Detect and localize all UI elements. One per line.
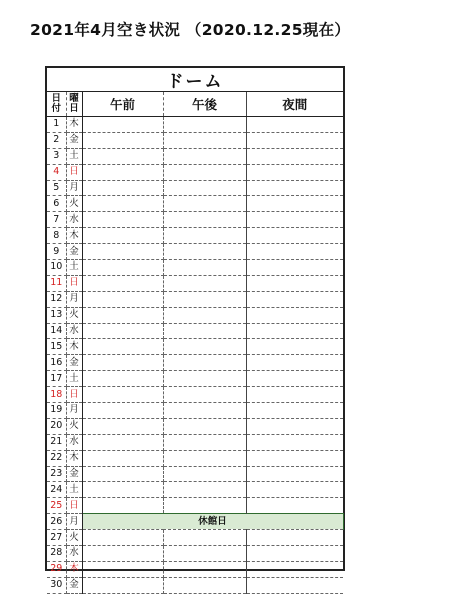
morning-slot [82,180,163,196]
day-number: 14 [47,323,66,339]
closed-day-cell: 休館日 [82,514,343,530]
evening-slot [246,228,343,244]
afternoon-slot [163,339,246,355]
afternoon-slot [163,403,246,419]
weekday: 月 [66,403,82,419]
day-number: 2 [47,132,66,148]
table-row [47,180,343,196]
evening-slot [246,530,343,546]
table-row [47,291,343,307]
afternoon-slot [163,260,246,276]
evening-slot [246,577,343,593]
day-number: 13 [47,307,66,323]
evening-slot [246,244,343,260]
weekday: 日 [66,498,82,514]
header-weekday-label: 曜 日 [69,93,79,114]
morning-slot [82,275,163,291]
weekday: 土 [66,260,82,276]
table-row [47,450,343,466]
afternoon-slot [163,228,246,244]
facility-name: ドーム [47,68,343,92]
table-row [47,530,343,546]
table-row [47,514,343,530]
day-number: 8 [47,228,66,244]
day-number: 24 [47,482,66,498]
day-number: 20 [47,418,66,434]
afternoon-slot [163,387,246,403]
table-row [47,339,343,355]
day-number: 26 [47,514,66,530]
weekday: 金 [66,577,82,593]
evening-slot [246,132,343,148]
morning-slot [82,498,163,514]
morning-slot [82,577,163,593]
morning-slot [82,371,163,387]
page-title: 2021年4月空き状況 （2020.12.25現在） [30,21,351,39]
table-row [47,434,343,450]
afternoon-slot [163,291,246,307]
afternoon-slot [163,148,246,164]
header-morning: 午前 [82,92,163,117]
evening-slot [246,148,343,164]
table-row [47,132,343,148]
day-number: 30 [47,577,66,593]
weekday: 土 [66,482,82,498]
day-number: 16 [47,355,66,371]
weekday: 金 [66,355,82,371]
morning-slot [82,561,163,577]
weekday: 木 [66,561,82,577]
table-row [47,307,343,323]
table-row [47,387,343,403]
afternoon-slot [163,117,246,133]
evening-slot [246,307,343,323]
table-row [47,117,343,133]
weekday: 金 [66,244,82,260]
table-header-row [47,92,343,117]
evening-slot [246,482,343,498]
evening-slot [246,466,343,482]
table-row [47,323,343,339]
table-row [47,148,343,164]
evening-slot [246,117,343,133]
afternoon-slot [163,180,246,196]
afternoon-slot [163,546,246,562]
afternoon-slot [163,323,246,339]
evening-slot [246,450,343,466]
afternoon-slot [163,561,246,577]
morning-slot [82,307,163,323]
afternoon-slot [163,196,246,212]
morning-slot [82,117,163,133]
table-row [47,466,343,482]
morning-slot [82,132,163,148]
weekday: 火 [66,418,82,434]
day-number: 6 [47,196,66,212]
morning-slot [82,466,163,482]
table-body [47,117,343,594]
day-number: 29 [47,561,66,577]
afternoon-slot [163,530,246,546]
evening-slot [246,196,343,212]
morning-slot [82,530,163,546]
morning-slot [82,418,163,434]
day-number: 12 [47,291,66,307]
afternoon-slot [163,244,246,260]
afternoon-slot [163,307,246,323]
header-evening: 夜間 [246,92,343,117]
weekday: 日 [66,164,82,180]
morning-slot [82,196,163,212]
day-number: 1 [47,117,66,133]
weekday: 金 [66,466,82,482]
weekday: 木 [66,450,82,466]
day-number: 3 [47,148,66,164]
day-number: 4 [47,164,66,180]
weekday: 月 [66,180,82,196]
table-row [47,228,343,244]
morning-slot [82,323,163,339]
weekday: 木 [66,117,82,133]
day-number: 19 [47,403,66,419]
day-number: 17 [47,371,66,387]
evening-slot [246,212,343,228]
day-number: 22 [47,450,66,466]
evening-slot [246,339,343,355]
evening-slot [246,180,343,196]
evening-slot [246,260,343,276]
header-day-label: 日 付 [51,93,61,114]
day-number: 23 [47,466,66,482]
day-number: 28 [47,546,66,562]
afternoon-slot [163,482,246,498]
evening-slot [246,561,343,577]
table-row [47,260,343,276]
evening-slot [246,371,343,387]
evening-slot [246,498,343,514]
table-row [47,577,343,593]
morning-slot [82,339,163,355]
morning-slot [82,164,163,180]
evening-slot [246,323,343,339]
weekday: 水 [66,323,82,339]
morning-slot [82,387,163,403]
evening-slot [246,387,343,403]
weekday: 金 [66,132,82,148]
weekday: 火 [66,196,82,212]
table-row [47,482,343,498]
evening-slot [246,275,343,291]
morning-slot [82,291,163,307]
table-row [47,212,343,228]
table-row [47,164,343,180]
header-weekday [66,92,82,117]
morning-slot [82,228,163,244]
header-day [47,92,66,117]
table-row [47,561,343,577]
table-row [47,371,343,387]
availability-sheet [45,66,345,591]
morning-slot [82,355,163,371]
day-number: 27 [47,530,66,546]
evening-slot [246,403,343,419]
afternoon-slot [163,275,246,291]
weekday: 木 [66,228,82,244]
table-row [47,498,343,514]
day-number: 21 [47,434,66,450]
afternoon-slot [163,498,246,514]
weekday: 月 [66,291,82,307]
table-row [47,546,343,562]
weekday: 木 [66,339,82,355]
evening-slot [246,546,343,562]
morning-slot [82,260,163,276]
morning-slot [82,450,163,466]
morning-slot [82,148,163,164]
day-number: 25 [47,498,66,514]
table-row [47,355,343,371]
table-row [47,275,343,291]
evening-slot [246,418,343,434]
weekday: 水 [66,212,82,228]
afternoon-slot [163,577,246,593]
day-number: 7 [47,212,66,228]
weekday: 土 [66,148,82,164]
weekday: 日 [66,387,82,403]
table-row [47,196,343,212]
weekday: 火 [66,307,82,323]
day-number: 9 [47,244,66,260]
evening-slot [246,291,343,307]
header-afternoon: 午後 [163,92,246,117]
afternoon-slot [163,355,246,371]
morning-slot [82,546,163,562]
day-number: 5 [47,180,66,196]
weekday: 水 [66,434,82,450]
morning-slot [82,403,163,419]
morning-slot [82,244,163,260]
afternoon-slot [163,418,246,434]
afternoon-slot [163,132,246,148]
morning-slot [82,212,163,228]
weekday: 火 [66,530,82,546]
evening-slot [246,434,343,450]
afternoon-slot [163,466,246,482]
evening-slot [246,164,343,180]
afternoon-slot [163,434,246,450]
morning-slot [82,482,163,498]
day-number: 15 [47,339,66,355]
table-row [47,244,343,260]
day-number: 10 [47,260,66,276]
afternoon-slot [163,371,246,387]
day-number: 11 [47,275,66,291]
table-row [47,418,343,434]
weekday: 月 [66,514,82,530]
weekday: 土 [66,371,82,387]
evening-slot [246,355,343,371]
afternoon-slot [163,212,246,228]
day-number: 18 [47,387,66,403]
afternoon-slot [163,164,246,180]
afternoon-slot [163,450,246,466]
availability-table [47,92,344,594]
weekday: 水 [66,546,82,562]
table-row [47,403,343,419]
weekday: 日 [66,275,82,291]
morning-slot [82,434,163,450]
